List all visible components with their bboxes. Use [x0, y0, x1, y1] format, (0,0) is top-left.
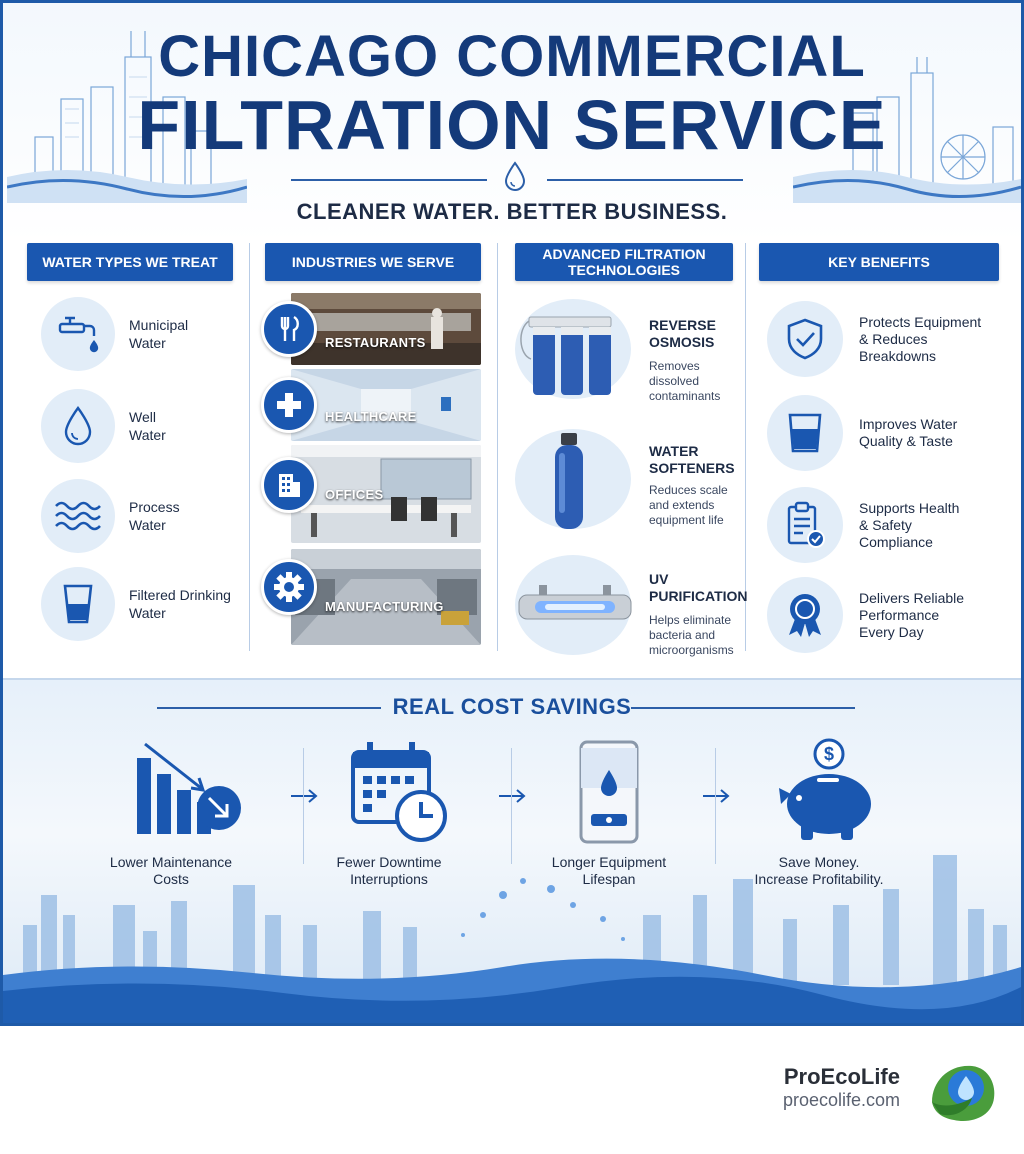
benefit-label: Improves Water Quality & Taste [859, 416, 958, 449]
savings-label: Fewer Downtime Interruptions [336, 854, 442, 887]
title-divider-left [291, 179, 487, 181]
title-divider-right [547, 179, 743, 181]
water-type-label: Well Water [129, 409, 166, 443]
section-title: REAL COST SAVINGS [392, 694, 632, 719]
industry-item-offices [261, 445, 483, 543]
benefit-item [767, 301, 1007, 379]
benefit-label: Delivers Reliable Performance Every Day [859, 589, 965, 640]
ro-system-icon [515, 299, 631, 399]
fork-knife-icon [261, 301, 317, 357]
benefit-label: Protects Equipment & Reduces Breakdowns [859, 313, 982, 364]
technology-item-reverse-osmosis [515, 299, 747, 409]
calendar-clock-icon [339, 738, 459, 848]
technology-description: Removes dissolved contaminants [649, 359, 721, 403]
technology-title: UV PURIFICATION [649, 571, 748, 604]
faucet-icon [41, 297, 115, 371]
softener-tank-icon [515, 429, 631, 529]
arrow-right-icon [701, 788, 731, 804]
industry-label: HEALTHCARE [325, 409, 417, 424]
technology-item-water-softeners [515, 429, 747, 539]
section-divider-right [631, 707, 855, 709]
water-drop-icon [503, 161, 527, 193]
cost-savings-section [3, 678, 1021, 1023]
column-header-industries: INDUSTRIES WE SERVE [265, 243, 481, 281]
clipboard-check-icon [767, 487, 843, 563]
declining-bar-chart-icon [121, 738, 241, 848]
water-type-item [41, 297, 251, 373]
industry-label: OFFICES [325, 487, 384, 502]
tagline: CLEANER WATER. BETTER BUSINESS. [296, 199, 728, 224]
svg-text:$: $ [823, 744, 835, 764]
hospital-corridor-photo [291, 369, 481, 441]
water-type-item [41, 567, 251, 643]
page-title-line-1: CHICAGO COMMERCIAL [158, 24, 866, 89]
industry-item-manufacturing [261, 549, 483, 645]
savings-label: Lower Maintenance Costs [109, 854, 233, 887]
city-water-splash-illustration [3, 855, 1021, 1025]
office-building-icon [261, 457, 317, 513]
header [3, 3, 1021, 243]
savings-label: Longer Equipment Lifespan [551, 854, 667, 887]
column-divider [497, 243, 498, 651]
benefit-label: Supports Health & Safety Compliance [859, 499, 960, 550]
page-title-line-2: FILTRATION SERVICE [137, 86, 887, 164]
water-heater-icon [559, 738, 679, 848]
industry-label: RESTAURANTS [325, 335, 426, 350]
office-interior-photo [291, 445, 481, 543]
technology-title: WATER SOFTENERS [649, 443, 735, 476]
drinking-glass-icon [41, 567, 115, 641]
medical-cross-icon [261, 377, 317, 433]
savings-label: Save Money. Increase Profitability. [754, 854, 884, 887]
benefit-item [767, 395, 1007, 473]
column-header-benefits: KEY BENEFITS [759, 243, 999, 281]
item-divider [715, 748, 716, 864]
benefit-item [767, 577, 1007, 655]
industry-item-restaurants [261, 293, 483, 365]
award-ribbon-icon [767, 577, 843, 653]
column-header-technologies: ADVANCED FILTRATION TECHNOLOGIES [515, 243, 733, 281]
brand-name: ProEcoLife [783, 1064, 900, 1089]
uv-lamp-icon [515, 555, 631, 655]
technology-item-uv-purification [515, 555, 747, 665]
technology-description: Helps eliminate bacteria and microorganisms [649, 613, 734, 657]
shield-check-icon [767, 301, 843, 377]
item-divider [511, 748, 512, 864]
benefit-item [767, 487, 1007, 565]
technology-title: REVERSE OSMOSIS [649, 317, 716, 350]
column-header-water-types: WATER TYPES WE TREAT [27, 243, 233, 281]
water-drop-icon [41, 389, 115, 463]
proecolife-logo-icon [928, 1062, 998, 1124]
water-type-item [41, 479, 251, 555]
waves-icon [41, 479, 115, 553]
industry-label: MANUFACTURING [325, 599, 444, 614]
water-glass-icon [767, 395, 843, 471]
water-type-label: Municipal Water [129, 317, 189, 351]
technology-description: Reduces scale and extends equipment life [649, 483, 728, 527]
industry-item-healthcare [261, 369, 483, 441]
gear-icon [261, 559, 317, 615]
water-type-item [41, 389, 251, 465]
water-type-label: Process Water [129, 499, 180, 533]
restaurant-kitchen-photo [291, 293, 481, 365]
piggy-bank-icon [769, 738, 889, 848]
brand-url[interactable]: proecolife.com [782, 1090, 900, 1110]
factory-floor-photo [291, 549, 481, 645]
water-type-label: Filtered Drinking Water [129, 587, 231, 621]
